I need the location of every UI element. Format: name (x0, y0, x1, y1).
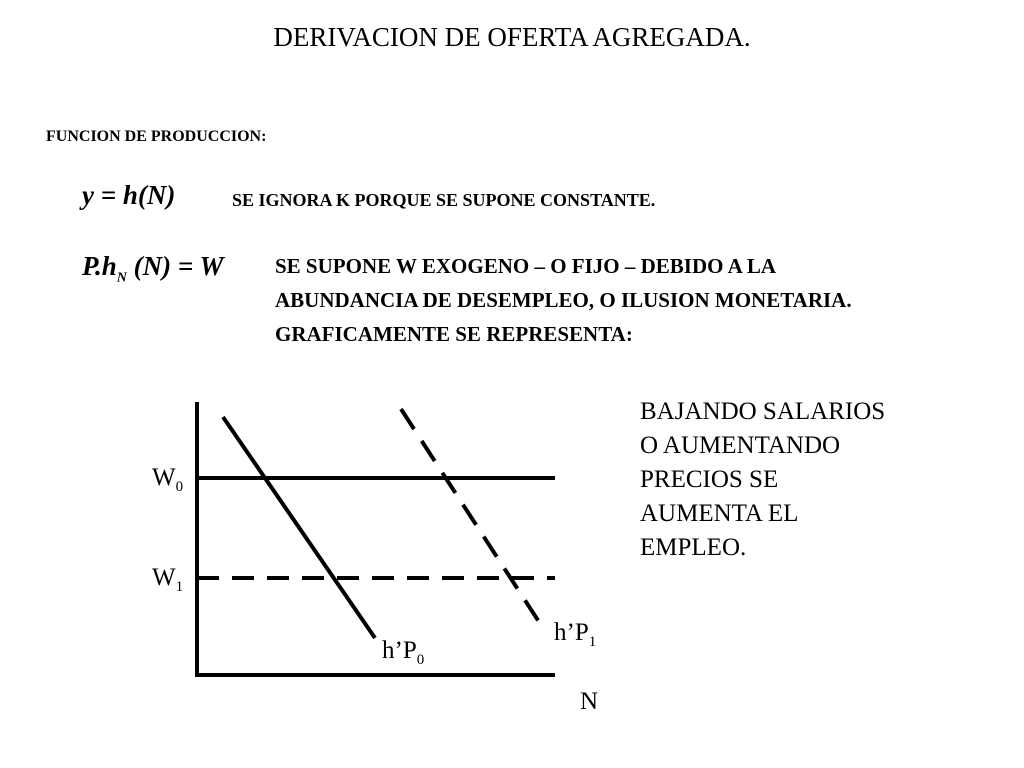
w0-label (152, 464, 183, 496)
curve-p0-sub: 0 (416, 652, 425, 668)
w0-base: W (152, 464, 176, 491)
explanation-text: BAJANDO SALARIOS O AUMENTANDO PRECIOS SE AUMENTA EL EMPLEO. (640, 398, 886, 561)
w1-label (152, 564, 183, 596)
equation-prefix: P.h (82, 251, 117, 281)
equation-subscript: N (116, 270, 127, 286)
equation-rest: (N) = W (133, 251, 224, 281)
page-title: DERIVACION DE OFERTA AGREGADA. (273, 22, 751, 52)
production-function-equation: y = h(N) (82, 180, 176, 210)
labor-demand-curve-p0 (223, 417, 375, 638)
x-axis-label: N (580, 688, 599, 715)
curve-p1-base: h’P (554, 619, 589, 646)
curve-p1-label (554, 619, 596, 651)
curve-p1-sub: 1 (588, 634, 597, 650)
labor-demand-curve-p1 (401, 409, 541, 625)
curve-p0-label (382, 637, 424, 669)
curve-p0-base: h’P (382, 637, 417, 664)
section-heading: FUNCION DE PRODUCCION: (46, 128, 267, 145)
w1-base: W (152, 564, 176, 591)
w0-sub: 0 (175, 479, 184, 495)
note-exogenous-wage: SE SUPONE W EXOGENO – O FIJO – DEBIDO A LA ABUNDANCIA DE DESEMPLEO, O ILUSION MONETARIA. GRAFICAMENTE SE REPRESENTA: (275, 254, 852, 346)
note-constant-capital: SE IGNORA K PORQUE SE SUPONE CONSTANTE. (232, 190, 656, 210)
w1-sub: 1 (175, 579, 184, 595)
